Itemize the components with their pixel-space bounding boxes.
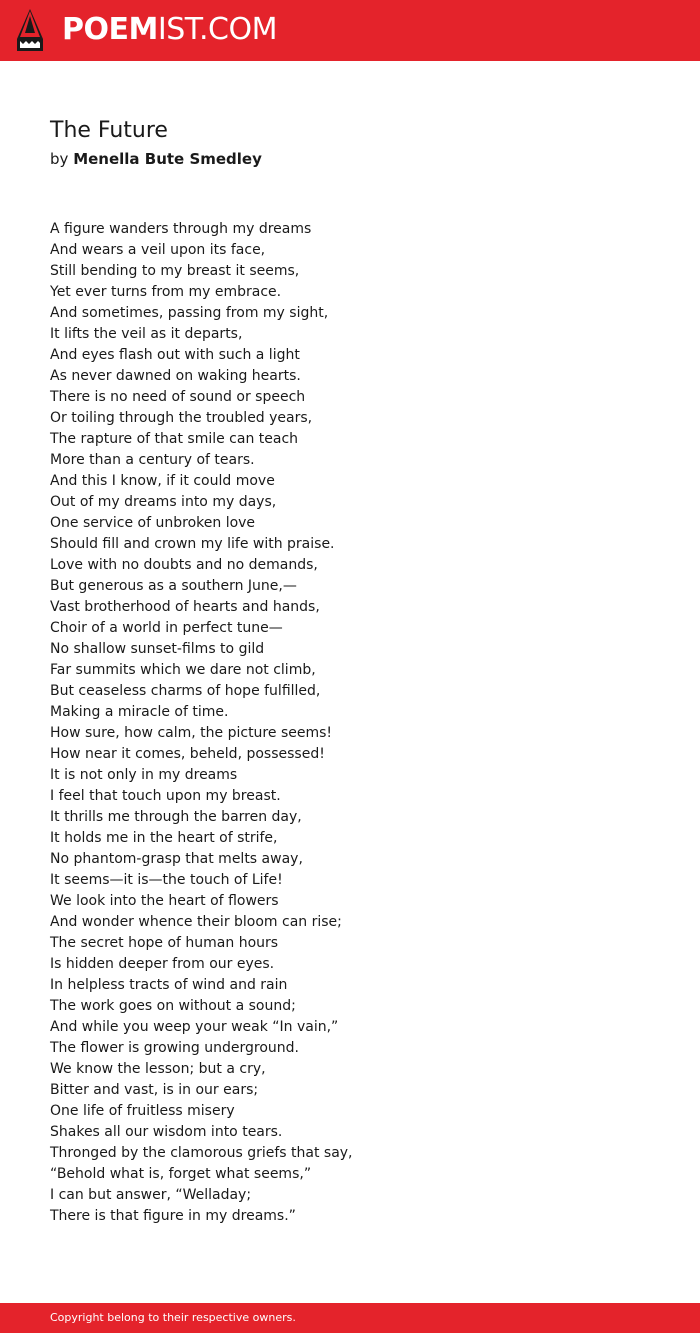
poem-line: And this I know, if it could move xyxy=(50,473,275,489)
poem-line: Out of my dreams into my days, xyxy=(50,494,277,510)
poem-line: No phantom-grasp that melts away, xyxy=(50,851,303,867)
poem-line: We know the lesson; but a cry, xyxy=(50,1061,266,1077)
site-header xyxy=(0,0,700,61)
poem-line: The secret hope of human hours xyxy=(50,935,279,951)
poem-line: Choir of a world in perfect tune— xyxy=(50,620,283,636)
poem-line: One service of unbroken love xyxy=(50,515,256,531)
poem-line: In helpless tracts of wind and rain xyxy=(50,977,288,993)
poem-line: Thronged by the clamorous griefs that say, xyxy=(50,1145,353,1161)
poem-line: No shallow sunset-films to gild xyxy=(50,641,265,657)
poem-title: The Future xyxy=(50,118,168,143)
logo-text-light: IST.COM xyxy=(157,12,277,47)
poem-line: It lifts the veil as it departs, xyxy=(50,326,243,342)
poem-byline xyxy=(50,149,262,169)
poem-line: And wears a veil upon its face, xyxy=(50,242,266,258)
poem-line: And while you weep your weak “In vain,” xyxy=(50,1019,339,1035)
pencil-icon xyxy=(17,9,43,51)
poem-line: I can but answer, “Welladay; xyxy=(50,1187,252,1203)
poem-line: A figure wanders through my dreams xyxy=(50,221,312,237)
poem-line: There is that figure in my dreams.” xyxy=(50,1208,296,1224)
poem-line: And wonder whence their bloom can rise; xyxy=(50,914,342,930)
poem-line: Making a miracle of time. xyxy=(50,704,229,720)
poem-line: Or toiling through the troubled years, xyxy=(50,410,313,426)
poem-line: Yet ever turns from my embrace. xyxy=(50,284,282,300)
poem-line: It thrills me through the barren day, xyxy=(50,809,302,825)
poem-line: It holds me in the heart of strife, xyxy=(50,830,278,846)
poem-line: We look into the heart of flowers xyxy=(50,893,279,909)
poem-line: But generous as a southern June,— xyxy=(50,578,297,594)
poem-line: Still bending to my breast it seems, xyxy=(50,263,300,279)
poem-line: But ceaseless charms of hope fulfilled, xyxy=(50,683,321,699)
poem-line: The work goes on without a sound; xyxy=(50,998,296,1014)
poem-line: I feel that touch upon my breast. xyxy=(50,788,281,804)
poem-body xyxy=(50,219,353,1227)
poem-line: How sure, how calm, the picture seems! xyxy=(50,725,333,741)
poem-line: More than a century of tears. xyxy=(50,452,255,468)
poem-line: It is not only in my dreams xyxy=(50,767,238,783)
poem-line: Vast brotherhood of hearts and hands, xyxy=(50,599,320,615)
copyright-text: Copyright belong to their respective owners. xyxy=(50,1311,296,1324)
logo-text-bold: POEM xyxy=(62,12,158,47)
by-label: by xyxy=(50,150,69,168)
poem-line: And sometimes, passing from my sight, xyxy=(50,305,329,321)
poem-line: Bitter and vast, is in our ears; xyxy=(50,1082,259,1098)
poem-line: How near it comes, beheld, possessed! xyxy=(50,746,325,762)
poem-line: The flower is growing underground. xyxy=(50,1040,299,1056)
poem-line: Shakes all our wisdom into tears. xyxy=(50,1124,283,1140)
poem-line: Is hidden deeper from our eyes. xyxy=(50,956,275,972)
poem-line: One life of fruitless misery xyxy=(50,1103,235,1119)
poem-line: There is no need of sound or speech xyxy=(50,389,306,405)
poem-author: Menella Bute Smedley xyxy=(73,150,262,168)
poem-line: Far summits which we dare not climb, xyxy=(50,662,316,678)
poem-line: As never dawned on waking hearts. xyxy=(50,368,301,384)
poem-line: “Behold what is, forget what seems,” xyxy=(50,1166,312,1182)
poem-line: The rapture of that smile can teach xyxy=(50,431,299,447)
poem-line: Should fill and crown my life with praise. xyxy=(50,536,335,552)
site-footer xyxy=(0,1303,700,1333)
site-logo[interactable] xyxy=(62,12,277,48)
poem-line: It seems—it is—the touch of Life! xyxy=(50,872,283,888)
poem-line: And eyes flash out with such a light xyxy=(50,347,300,363)
poem-line: Love with no doubts and no demands, xyxy=(50,557,318,573)
